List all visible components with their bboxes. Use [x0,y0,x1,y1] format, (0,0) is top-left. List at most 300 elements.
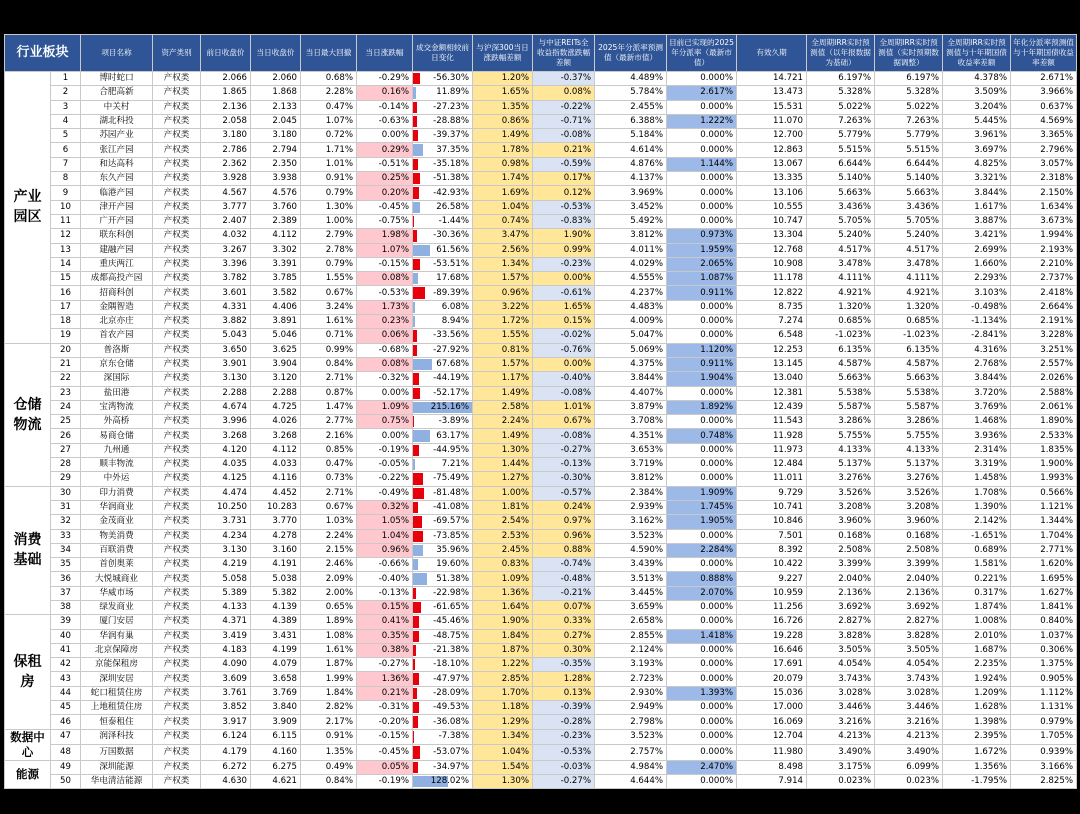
table-cell: -0.27% [357,658,413,672]
table-cell: 3.028% [875,686,943,700]
table-cell: -0.59% [533,157,595,171]
table-cell: 5.779% [807,129,875,143]
table-cell: 2.293% [943,272,1011,286]
table-cell: 0.30% [533,643,595,657]
table-cell: 36 [51,572,81,586]
table-cell: -0.27% [533,443,595,457]
table-cell: 0.840% [1011,615,1077,629]
column-header: 当日收盘价 [251,35,301,72]
table-row [5,629,1077,643]
table-cell: 4.331 [201,300,251,314]
table-row [5,329,1077,343]
table-cell: 2.133 [251,100,301,114]
table-cell: 3.419 [201,629,251,643]
table-cell: 2.557% [1011,357,1077,371]
table-cell: 1.71% [301,143,357,157]
table-cell: 43 [51,672,81,686]
table-cell: 5.047% [595,329,667,343]
table-cell: 广开产园 [81,214,153,228]
table-cell: -0.83% [533,214,595,228]
table-cell: 12.768 [737,243,807,257]
table-cell: 深圳安居 [81,672,153,686]
table-cell: 0.13% [533,686,595,700]
table-cell: -1.795% [943,774,1011,788]
table-cell: 1.74% [473,172,533,186]
table-cell: 产权类 [153,186,201,200]
table-cell: 1.70% [473,686,533,700]
table-row [5,429,1077,443]
table-cell: 4.406 [251,300,301,314]
table-cell: 5.240% [807,229,875,243]
table-cell: 2.53% [473,529,533,543]
table-cell: 2.15% [301,543,357,557]
table-cell: 1.69% [473,186,533,200]
table-row [5,100,1077,114]
table-cell: 0.91% [301,729,357,745]
table-cell: 1.05% [357,515,413,529]
table-cell: 产权类 [153,715,201,729]
table-cell: 产权类 [153,100,201,114]
table-cell: 0.000% [667,558,737,572]
table-cell: 4.137% [595,172,667,186]
table-cell: 2.235% [943,658,1011,672]
table-cell: 0.81% [473,343,533,357]
table-cell: 11.011 [737,472,807,486]
table-cell: 37.35% [413,143,473,157]
table-cell: 4.133% [875,443,943,457]
table-cell: 京能保租房 [81,658,153,672]
table-cell: 1.00% [301,214,357,228]
table-cell: 2.136% [807,586,875,600]
table-cell: 0.27% [533,629,595,643]
table-cell: 产权类 [153,386,201,400]
table-cell: 1.55% [473,329,533,343]
table-cell: 1.04% [357,529,413,543]
table-cell: 0.88% [533,543,595,557]
table-cell: 3.436% [807,200,875,214]
table-cell: -0.51% [357,157,413,171]
table-cell: 1.04% [473,745,533,761]
table-cell: 4.378% [943,72,1011,86]
table-cell: 0.000% [667,715,737,729]
table-cell: 3.692% [807,600,875,614]
table-cell: 1.99% [301,672,357,686]
table-cell: 6.275 [251,760,301,774]
table-cell: 0.000% [667,172,737,186]
table-cell: 3.673% [1011,214,1077,228]
table-cell: -44.19% [413,372,473,386]
table-cell: 印力消费 [81,486,153,500]
table-cell: 3.904 [251,357,301,371]
table-cell: 0.911% [667,286,737,300]
table-cell: 4.489% [595,72,667,86]
table-cell: 0.67% [533,415,595,429]
table-cell: 1.120% [667,343,737,357]
table-cell: 2.470% [667,760,737,774]
table-cell: -28.88% [413,114,473,128]
table-cell: 产权类 [153,701,201,715]
table-cell: 1.581% [943,558,1011,572]
table-cell: 厦门安居 [81,615,153,629]
table-cell: -28.09% [413,686,473,700]
table-cell: 2.418% [1011,286,1077,300]
table-cell: 2.124% [595,643,667,657]
table-cell: 3.828% [807,629,875,643]
reits-table-sheet [4,34,1076,789]
column-header: 成交金额相较前日变化 [413,35,473,72]
table-cell: 20 [51,343,81,357]
table-cell: 25 [51,415,81,429]
table-cell: 3.286% [807,415,875,429]
table-cell: 0.000% [667,214,737,228]
table-cell: 3.160 [251,543,301,557]
table-cell: 3.782 [201,272,251,286]
table-cell: 13.473 [737,86,807,100]
table-cell: 0.79% [301,186,357,200]
table-cell: 1.08% [301,629,357,643]
table-cell: -18.10% [413,658,473,672]
table-cell: 3.938 [251,172,301,186]
column-header: 2025年分派率预测值（最新市值） [595,35,667,72]
table-cell: 3.193% [595,658,667,672]
table-cell: -0.13% [533,458,595,472]
table-cell: 北京保障房 [81,643,153,657]
table-cell: 百联消费 [81,543,153,557]
table-cell: 11.178 [737,272,807,286]
table-cell: -69.57% [413,515,473,529]
table-cell: 产权类 [153,72,201,86]
table-cell: 11.89% [413,86,473,100]
table-cell: 10.846 [737,515,807,529]
table-cell: 5.538% [807,386,875,400]
table-cell: 0.168% [807,529,875,543]
table-cell: 产权类 [153,257,201,271]
table-cell: 1.54% [473,760,533,774]
table-cell: 5.663% [875,372,943,386]
table-cell: 3.47% [473,229,533,243]
table-cell: 2.737% [1011,272,1077,286]
table-cell: 1.29% [473,715,533,729]
table-cell: -41.08% [413,500,473,514]
table-cell: 35.96% [413,543,473,557]
table-cell: 3.996 [201,415,251,429]
table-cell: 5.705% [875,214,943,228]
table-cell: 3.439% [595,558,667,572]
table-cell: 0.00% [357,386,413,400]
table-cell: 2.061% [1011,400,1077,414]
table-cell: -36.08% [413,715,473,729]
table-cell: 2.855% [595,629,667,643]
table-cell: 2.136 [201,100,251,114]
sector-label: 仓储物流 [5,343,51,486]
table-cell: 4.674 [201,400,251,414]
table-cell: 7 [51,157,81,171]
table-cell: -0.20% [357,715,413,729]
table-cell: 物美消费 [81,529,153,543]
table-cell: 1.87% [473,643,533,657]
table-cell: 4.621 [251,774,301,788]
table-cell: 0.35% [357,629,413,643]
table-cell: -27.92% [413,343,473,357]
table-cell: 3.162% [595,515,667,529]
table-cell: 2.771% [1011,543,1077,557]
table-cell: 产权类 [153,286,201,300]
table-row [5,715,1077,729]
sector-label: 消费基础 [5,486,51,615]
table-cell: 17.000 [737,701,807,715]
table-cell: 51.38% [413,572,473,586]
table-cell: 3.120 [251,372,301,386]
table-cell: 润泽科技 [81,729,153,745]
table-cell: 2.060 [251,72,301,86]
table-cell: 恒泰租住 [81,715,153,729]
table-cell: 1.672% [943,745,1011,761]
table-cell: 1.65% [533,300,595,314]
table-cell: 13.304 [737,229,807,243]
table-cell: 3.251% [1011,343,1077,357]
table-cell: 5.137% [875,458,943,472]
table-cell: 产权类 [153,86,201,100]
table-cell: 3.743% [875,672,943,686]
table-cell: 1.30% [473,774,533,788]
table-cell: 0.67% [301,286,357,300]
table-cell: 2.136% [875,586,943,600]
table-cell: 3.526% [875,486,943,500]
table-cell: 1.835% [1011,443,1077,457]
table-cell: 1.890% [1011,415,1077,429]
table-cell: 产权类 [153,486,201,500]
table-cell: 0.566% [1011,486,1077,500]
table-cell: 2.827% [875,615,943,629]
table-cell: 5.038 [251,572,301,586]
table-cell: 0.000% [667,745,737,761]
table-cell: 0.023% [807,774,875,788]
table-cell: 0.75% [357,415,413,429]
table-cell: 5.705% [807,214,875,228]
table-cell: 3.966% [1011,86,1077,100]
table-cell: -0.13% [357,586,413,600]
table-cell: 4.452 [251,486,301,500]
table-cell: -0.23% [533,729,595,745]
table-cell: 0.000% [667,300,737,314]
table-cell: 26 [51,429,81,443]
table-cell: 产权类 [153,315,201,329]
table-cell: 11.070 [737,114,807,128]
table-cell: 7.21% [413,458,473,472]
table-cell: 20.079 [737,672,807,686]
table-row [5,760,1077,774]
table-cell: 4.111% [875,272,943,286]
column-header: 全周期IRR实时预测值（以年报数据为基础） [807,35,875,72]
table-cell: 和达高科 [81,157,153,171]
table-cell: -1.44% [413,214,473,228]
table-cell: 32 [51,515,81,529]
table-cell: -0.68% [357,343,413,357]
table-cell: 1.841% [1011,600,1077,614]
table-cell: 0.939% [1011,745,1077,761]
table-cell: 3.692% [875,600,943,614]
table-cell: 0.21% [357,686,413,700]
table-cell: 1.81% [473,500,533,514]
table-cell: -0.75% [357,214,413,228]
table-cell: 5.784% [595,86,667,100]
table-row [5,200,1077,214]
table-cell: 产权类 [153,229,201,243]
table-cell: 2.56% [473,243,533,257]
table-cell: 5.663% [875,186,943,200]
table-cell: 中外运 [81,472,153,486]
table-cell: 4.054% [807,658,875,672]
table-cell: 6.388% [595,114,667,128]
table-cell: 7.263% [875,114,943,128]
table-cell: 3.961% [943,129,1011,143]
table-cell: 37 [51,586,81,600]
table-cell: 1.393% [667,686,737,700]
table-cell: 3.969% [595,186,667,200]
table-cell: 3.523% [595,729,667,745]
table-row [5,774,1077,788]
table-cell: 1.07% [357,243,413,257]
table-cell: 1.909% [667,486,737,500]
table-cell: 2.949% [595,701,667,715]
table-cell: 19 [51,329,81,343]
table-cell: 14.721 [737,72,807,86]
table-cell: 0.85% [301,443,357,457]
table-row [5,586,1077,600]
table-cell: 1.57% [473,272,533,286]
table-cell: 0.000% [667,643,737,657]
table-cell: 3.720% [943,386,1011,400]
table-cell: 0.99% [533,243,595,257]
table-cell: 0.00% [533,272,595,286]
table-cell: 3.028% [807,686,875,700]
table-cell: 产权类 [153,443,201,457]
table-row [5,229,1077,243]
table-cell: 1.628% [943,701,1011,715]
table-cell: 1.892% [667,400,737,414]
table-cell: -22.98% [413,586,473,600]
table-cell: 3.490% [875,745,943,761]
table-cell: 1.47% [301,400,357,414]
table-cell: 1.112% [1011,686,1077,700]
table-cell: 3.130 [201,543,251,557]
table-cell: 9.227 [737,572,807,586]
table-cell: -35.18% [413,157,473,171]
table-cell: 12.253 [737,343,807,357]
table-cell: 1.660% [943,257,1011,271]
table-cell: 2.142% [943,515,1011,529]
table-cell: 5.587% [807,400,875,414]
table-cell: 5.069% [595,343,667,357]
table-cell: 63.17% [413,429,473,443]
table-cell: -2.841% [943,329,1011,343]
table-cell: 4.921% [807,286,875,300]
table-cell: 1.03% [301,515,357,529]
table-cell: 2.314% [943,443,1011,457]
table-cell: -0.22% [533,100,595,114]
table-cell: 北京亦庄 [81,315,153,329]
table-cell: 0.168% [875,529,943,543]
table-cell: 0.000% [667,729,737,745]
table-cell: 1.30% [301,200,357,214]
table-cell: 2.699% [943,243,1011,257]
table-cell: 0.20% [357,186,413,200]
table-cell: 0.67% [301,500,357,514]
table-cell: 0.000% [667,415,737,429]
table-cell: 0.05% [357,760,413,774]
table-cell: 1.61% [301,643,357,657]
table-cell: 1.30% [473,443,533,457]
table-cell: 3.928 [201,172,251,186]
table-cell: 1.55% [301,272,357,286]
table-cell: 4.011% [595,243,667,257]
table-cell: 4.111% [807,272,875,286]
table-cell: 18 [51,315,81,329]
table-cell: 东久产园 [81,172,153,186]
table-cell: -56.30% [413,72,473,86]
table-cell: 产权类 [153,343,201,357]
table-cell: 产权类 [153,672,201,686]
table-cell: 12.439 [737,400,807,414]
table-cell: 2.768% [943,357,1011,371]
table-cell: 0.000% [667,200,737,214]
table-cell: -0.30% [533,472,595,486]
table-cell: -0.37% [533,72,595,86]
table-cell: 0.79% [301,257,357,271]
table-cell: 1.01% [533,400,595,414]
table-cell: 产权类 [153,745,201,761]
column-header: 与沪深300当日涨跌幅差额 [473,35,533,72]
table-cell: 4.517% [807,243,875,257]
table-cell: 产权类 [153,143,201,157]
table-cell: 1.20% [473,72,533,86]
table-cell: 产权类 [153,658,201,672]
table-cell: 5.137% [807,458,875,472]
table-cell: 0.96% [473,286,533,300]
table-cell: 产权类 [153,458,201,472]
table-cell: 1.620% [1011,558,1077,572]
table-cell: 4.587% [807,357,875,371]
table-cell: 3.719% [595,458,667,472]
table-cell: 2.070% [667,586,737,600]
table-cell: 1.35% [301,745,357,761]
table-cell: 1.90% [473,615,533,629]
table-cell: 11.543 [737,415,807,429]
table-cell: 40 [51,629,81,643]
table-cell: 2.671% [1011,72,1077,86]
table-cell: 产权类 [153,760,201,774]
table-cell: 0.24% [533,500,595,514]
table-cell: 3.840 [251,701,301,715]
table-cell: 2.617% [667,86,737,100]
table-cell: 1.390% [943,500,1011,514]
table-cell: 2.827% [807,615,875,629]
table-cell: 0.00% [357,429,413,443]
table-cell: 5.663% [807,372,875,386]
column-header: 与中证REITs全收益指数涨跌幅差额 [533,35,595,72]
table-cell: 0.000% [667,472,737,486]
table-cell: 4.725 [251,400,301,414]
table-cell: 0.16% [357,86,413,100]
table-cell: 6.644% [807,157,875,171]
table-cell: 产权类 [153,172,201,186]
table-cell: 3.216% [807,715,875,729]
table-cell: 3.844% [943,186,1011,200]
table-cell: 19.60% [413,558,473,572]
table-cell: 1.704% [1011,529,1077,543]
table-cell: 产权类 [153,214,201,228]
table-cell: 蛇口租赁住房 [81,686,153,700]
